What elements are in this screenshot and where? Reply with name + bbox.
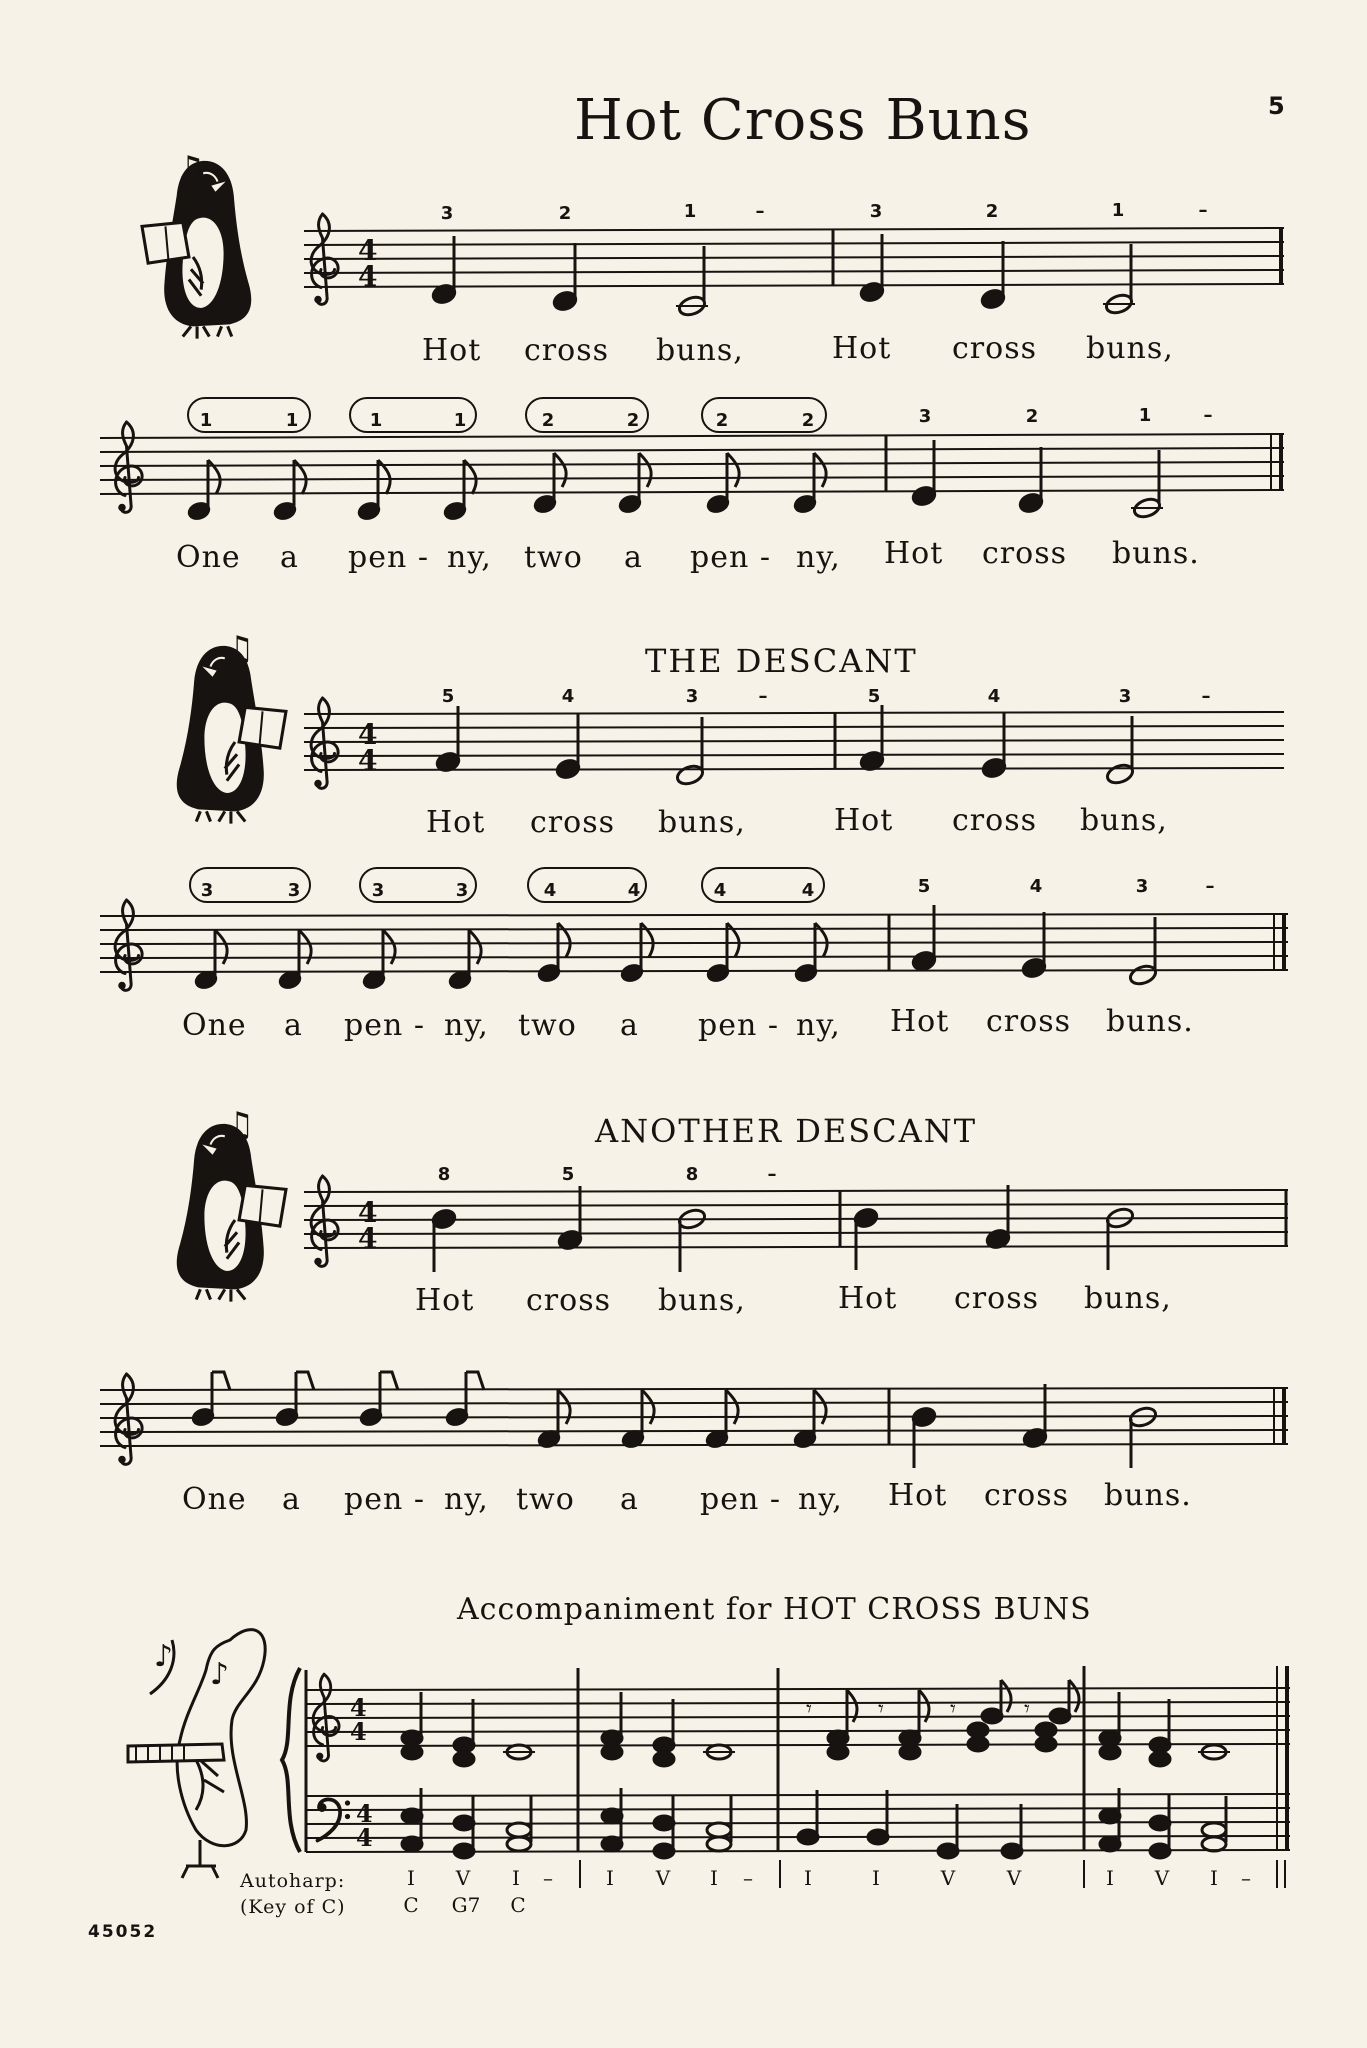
lyric-word: buns. (1106, 1004, 1194, 1039)
music-note-icon: ♫ (175, 149, 206, 189)
finger-number: 3 (440, 203, 454, 224)
time-signature: 4 (358, 718, 378, 751)
finger-number: 2 (558, 203, 572, 224)
lyric-word: Hot (890, 1004, 950, 1039)
treble-clef-icon (311, 1176, 338, 1266)
lyric-word: cross (986, 1004, 1071, 1039)
pair-number: 4 (627, 880, 641, 901)
pair-oval (526, 398, 648, 432)
autoharp-numeral: I (606, 1866, 614, 1890)
finger-number: 1 (683, 201, 697, 222)
music-note-icon: ♫ (224, 629, 255, 669)
pair-oval (350, 398, 476, 432)
lyric-word: Hot (834, 803, 894, 838)
lyric-word: cross (526, 1283, 611, 1318)
finger-number: 3 (1135, 876, 1149, 897)
lyric-word: Hot (888, 1478, 948, 1513)
pair-number: 2 (801, 410, 815, 431)
pair-number: 4 (801, 880, 815, 901)
finger-number: 3 (869, 201, 883, 222)
page-title: Hot Cross Buns (574, 88, 1032, 153)
finger-number: – (758, 686, 768, 707)
svg-text:𝄾: 𝄾 (950, 1697, 956, 1722)
lyric-word: pen - (700, 1482, 781, 1517)
autoharp-numeral: I (407, 1866, 415, 1890)
staff-2 (100, 434, 1284, 494)
pair-oval (702, 868, 824, 902)
finger-number: 1 (1111, 200, 1125, 221)
lyric-word: two (518, 1008, 577, 1043)
heading-accompaniment: Accompaniment for HOT CROSS BUNS (457, 1592, 1092, 1627)
duck-pianist-icon (128, 1630, 265, 1878)
svg-text:𝄾: 𝄾 (878, 1697, 884, 1722)
pair-number: 3 (455, 880, 469, 901)
treble-clef-icon (115, 900, 142, 990)
autoharp-numeral: I (804, 1866, 812, 1890)
finger-number: – (1198, 200, 1208, 221)
lyric-word: pen - (348, 540, 429, 575)
time-signature: 4 (356, 1799, 373, 1828)
autoharp-numeral: – (1241, 1866, 1251, 1890)
lyric-word: two (524, 540, 583, 575)
lyric-word: ny, (444, 1008, 489, 1043)
autoharp-numeral: V (655, 1866, 671, 1890)
lyric-word: two (516, 1482, 575, 1517)
finger-number: 3 (1118, 686, 1132, 707)
eighth-notes (191, 1372, 826, 1449)
pair-number: 1 (199, 410, 213, 431)
lyric-word: ny, (798, 1482, 843, 1517)
lyric-word: ny, (447, 540, 492, 575)
lyric-word: buns. (1112, 536, 1200, 571)
lyric-word: buns, (1080, 803, 1168, 838)
pair-oval (702, 398, 826, 432)
lyric-word: a (620, 1482, 639, 1517)
autoharp-chord: C (403, 1893, 419, 1917)
finger-number: 4 (987, 686, 1001, 707)
penguin-singing-icon (177, 1124, 286, 1302)
lyric-word: a (282, 1482, 301, 1517)
pair-number: 1 (285, 410, 299, 431)
svg-text:𝄾: 𝄾 (1024, 1697, 1030, 1722)
pair-number: 2 (541, 410, 555, 431)
autoharp-numeral: I (710, 1866, 718, 1890)
finger-number: – (767, 1164, 777, 1185)
pair-number: 3 (287, 880, 301, 901)
lyric-word: One (182, 1008, 247, 1043)
pair-oval (188, 398, 310, 432)
autoharp-numeral: – (743, 1866, 753, 1890)
finger-number: 5 (917, 876, 931, 897)
pair-number: 3 (371, 880, 385, 901)
treble-clef-icon (311, 698, 338, 788)
time-signature: 4 (358, 1222, 378, 1255)
key-label: (Key of C) (240, 1896, 346, 1918)
lyric-word: One (182, 1482, 247, 1517)
lyric-word: cross (952, 331, 1037, 366)
treble-clef-icon (115, 422, 142, 512)
finger-number: – (1201, 686, 1211, 707)
lyric-word: pen - (690, 540, 771, 575)
autoharp-chord: C (510, 1893, 526, 1917)
finger-number: 5 (867, 686, 881, 707)
catalog-number: 45052 (88, 1922, 158, 1942)
autoharp-bars (580, 1860, 1285, 1888)
half-note (1105, 762, 1135, 786)
finger-number: – (1203, 405, 1213, 426)
time-signature: 4 (350, 1693, 367, 1722)
half-note (1128, 963, 1158, 987)
pair-number: 4 (713, 880, 727, 901)
pair-oval (360, 868, 476, 902)
lyric-word: Hot (884, 536, 944, 571)
lyric-word: cross (952, 803, 1037, 838)
finger-number: 5 (441, 686, 455, 707)
finger-number: 3 (685, 686, 699, 707)
lyric-word: buns. (1104, 1478, 1192, 1513)
time-signature: 4 (358, 260, 378, 293)
half-note (675, 763, 705, 787)
grand-staff-brace (282, 1668, 300, 1852)
heading-descant: THE DESCANT (645, 642, 918, 680)
bass-clef-icon (318, 1799, 351, 1840)
music-note-icon: ♫ (224, 1105, 255, 1145)
staff-1 (304, 228, 1284, 287)
lyric-word: buns, (658, 1283, 746, 1318)
pair-number: 4 (543, 880, 557, 901)
finger-number: 4 (561, 686, 575, 707)
pair-number: 2 (715, 410, 729, 431)
finger-number: 5 (561, 1164, 575, 1185)
staff-4 (100, 914, 1288, 972)
autoharp-numeral: V (1154, 1866, 1170, 1890)
pair-oval (190, 868, 310, 902)
music-note-icon: ♪ (154, 1639, 174, 1674)
lyric-word: a (284, 1008, 303, 1043)
pair-number: 1 (369, 410, 383, 431)
lyric-word: a (624, 540, 643, 575)
heading-another-descant: ANOTHER DESCANT (595, 1112, 978, 1150)
lyric-word: Hot (415, 1283, 475, 1318)
finger-number: 1 (1138, 405, 1152, 426)
treble-clef-icon (115, 1374, 142, 1464)
lyric-word: ny, (796, 540, 841, 575)
finger-number: 4 (1029, 876, 1043, 897)
finger-number: 2 (1025, 406, 1039, 427)
svg-text:𝄾: 𝄾 (806, 1697, 812, 1722)
accompaniment-chords (402, 1680, 1230, 1858)
finger-number: 3 (918, 406, 932, 427)
lyric-word: buns, (1084, 1281, 1172, 1316)
lyric-word: a (280, 540, 299, 575)
autoharp-numeral: V (1006, 1866, 1022, 1890)
time-signature: 4 (356, 1823, 373, 1852)
autoharp-label: Autoharp: (240, 1870, 346, 1892)
time-signature: 4 (350, 1717, 367, 1746)
lyric-word: One (176, 540, 241, 575)
lyric-word: cross (954, 1281, 1039, 1316)
music-note-icon: ♪ (210, 1657, 230, 1692)
lyric-word: pen - (698, 1008, 779, 1043)
autoharp-chord: G7 (451, 1893, 481, 1917)
lyric-word: buns, (1086, 331, 1174, 366)
finger-number: – (755, 201, 765, 222)
time-signature: 4 (358, 234, 378, 267)
lyric-word: Hot (832, 331, 892, 366)
pair-number: 1 (453, 410, 467, 431)
finger-number: 2 (985, 201, 999, 222)
time-signature: 4 (358, 744, 378, 777)
lyric-word: ny, (796, 1008, 841, 1043)
lyric-word: cross (982, 536, 1067, 571)
lyric-word: buns, (658, 805, 746, 840)
finger-number: 8 (437, 1164, 451, 1185)
autoharp-numeral: I (512, 1866, 520, 1890)
penguin-singing-icon (177, 646, 286, 824)
lyric-word: cross (984, 1478, 1069, 1513)
finger-number: – (1205, 876, 1215, 897)
autoharp-numeral: V (455, 1866, 471, 1890)
lyric-word: cross (530, 805, 615, 840)
pair-oval (528, 868, 646, 902)
finger-number: 8 (685, 1164, 699, 1185)
lyric-word: pen - (344, 1482, 425, 1517)
page-number: 5 (1268, 92, 1285, 120)
autoharp-numeral: I (1106, 1866, 1114, 1890)
autoharp-numeral: – (543, 1866, 553, 1890)
autoharp-numeral: I (872, 1866, 880, 1890)
lyric-word: Hot (838, 1281, 898, 1316)
time-signature: 4 (358, 1196, 378, 1229)
pair-number: 2 (626, 410, 640, 431)
lyric-word: cross (524, 333, 609, 368)
lyric-word: Hot (426, 805, 486, 840)
autoharp-numeral: V (940, 1866, 956, 1890)
lyric-word: pen - (344, 1008, 425, 1043)
pair-number: 3 (200, 880, 214, 901)
lyric-word: buns, (656, 333, 744, 368)
lyric-word: ny, (444, 1482, 489, 1517)
autoharp-numeral: I (1210, 1866, 1218, 1890)
lyric-word: a (620, 1008, 639, 1043)
lyric-word: Hot (422, 333, 482, 368)
